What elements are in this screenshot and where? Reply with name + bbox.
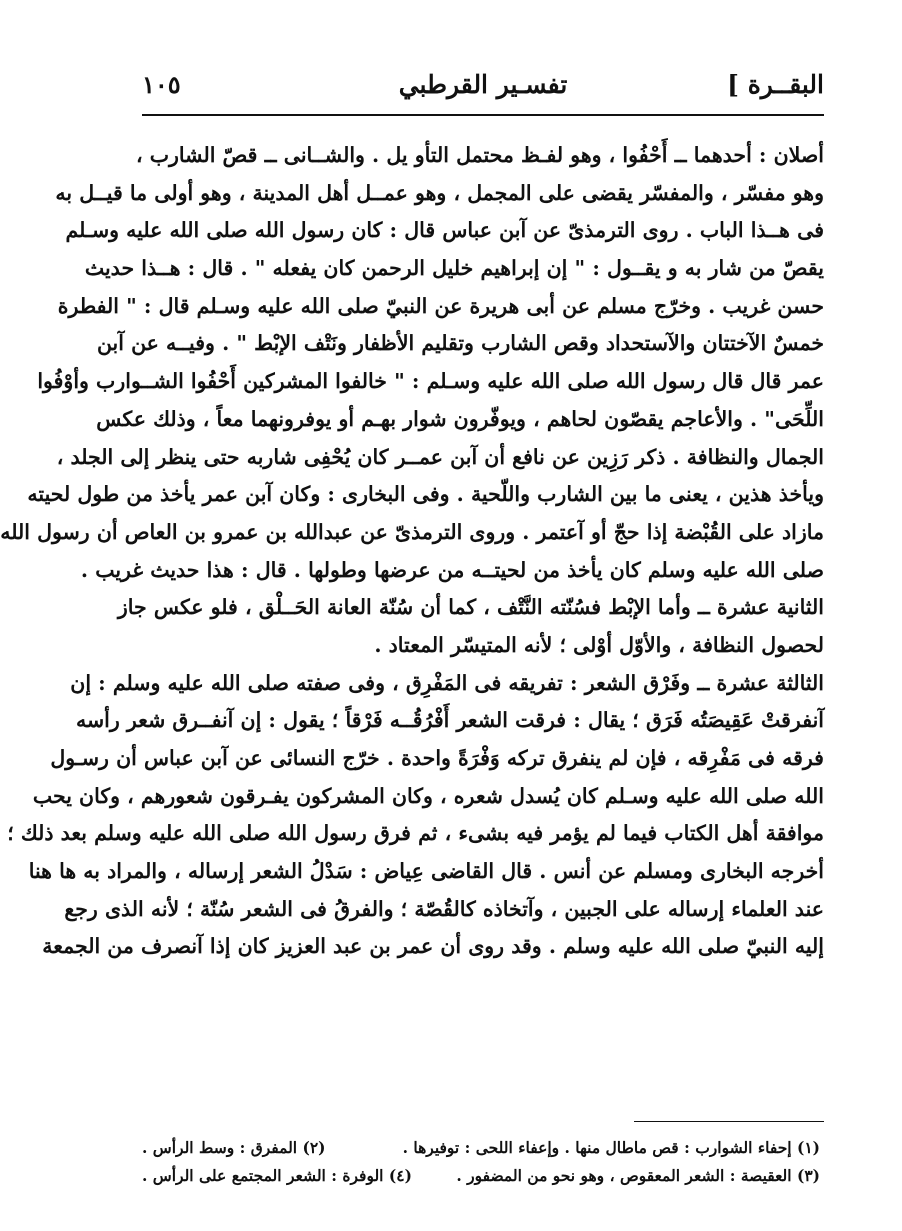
footnote-row <box>142 1134 820 1162</box>
text-line: آنفرقتْ عَقِيصَتُه فَرَق ؛ يقال : فرقت الشعر أَفْرُقُــه فَرْقاً ؛ يقول : إن آنفــرق شعر رأسه <box>75 708 824 733</box>
text-line: الثانية عشرة ــ وأما الإبْط فسُنّته النَّتْف ، كما أن سُنّة العانة الحَــلْق ، فلو عكس جاز <box>117 595 824 620</box>
text-line: أصلان : أحدهما ــ أَحْفُوا ، وهو لفـظ محتمل التأو يل . والشــانى ــ قصّ الشارب ، <box>135 143 824 167</box>
text-line: خمسٌ الآختتان والآستحداد وقص الشارب وتقليم الأظفار ونَتْف الإبْط " . وفيــه عن آبن <box>96 331 824 356</box>
book-title: تفسـير القرطبي <box>398 70 568 99</box>
footnote-rule <box>634 1121 824 1122</box>
text-line: موافقة أهل الكتاب فيما لم يؤمر فيه بشىء ، ثم فرق رسول الله صلى الله عليه وسلم بعد ذلك ؛ <box>7 821 824 846</box>
main-text <box>0 137 824 966</box>
running-header <box>142 64 824 108</box>
section-name: البقــرة ] <box>727 70 824 99</box>
text-line: يقصّ من شار به و يقــول : " إن إبراهيم خليل الرحمن كان يفعله " . قال : هــذا حديث <box>84 256 824 281</box>
text-line: حسن غريب . وخرّج مسلم عن أبى هريرة عن النبيّ صلى الله عليه وسـلم قال : " الفطرة <box>57 293 824 318</box>
text-line: مازاد على القُبْضة إذا حجّ أو آعتمر . وروى الترمذىّ عن عبدالله بن عمرو بن العاص أن رسول الله <box>0 519 824 544</box>
footnote-2: (٢) المفرق : وسط الرأس . <box>142 1138 326 1157</box>
text-line: صلى الله عليه وسلم كان يأخذ من لحيتــه من عرضها وطولها . قال : هذا حديث غريب . <box>80 557 824 582</box>
text-line: وهو مفسّر ، والمفسّر يقضى على المجمل ، وهو عمــل أهل المدينة ، وهو أولى ما قيــل به <box>55 180 824 205</box>
text-line: عند العلماء إرساله على الجبين ، وآتخاذه كالقُصّة ؛ والفرقُ فى الشعر سُنّة ؛ لأنه الذى رجع <box>64 896 824 921</box>
text-line: اللِّحَى" . والأعاجم يقصّون لحاهم ، ويوفّرون شوار بهـم أو يوفرونهما معاً ، وذلك عكس <box>96 406 824 431</box>
footnote-4: (٤) الوفرة : الشعر المجتمع على الرأس . <box>142 1166 412 1185</box>
text-line: الجمال والنظافة . ذكر رَزِين عن نافع أن آبن عمــر كان يُحْفِى شاربه حتى ينظر إلى الجلد ، <box>56 444 824 469</box>
text-line: فرقه فى مَفْرِقه ، فإن لم ينفرق تركه وَفْرَةً واحدة . خرّج النسائى عن آبن عباس أن رسـول <box>50 746 824 770</box>
footnotes <box>142 1134 820 1190</box>
text-line: الثالثة عشرة ــ وفَرْق الشعر : تفريقه فى المَفْرِق ، وفى صفته صلى الله عليه وسلم : إن <box>70 670 824 695</box>
text-line: ويأخذ هذين ، يعنى ما بين الشارب واللّحية . وفى البخارى : وكان آبن عمر يأخذ من طول لحيته <box>27 482 824 507</box>
text-line: الله صلى الله عليه وسـلم كان يُسدل شعره ، وكان المشركون يفـرقون شعورهم ، وكان يحب <box>32 783 824 808</box>
text-line: عمر قال قال رسول الله صلى الله عليه وسـلم : " خالفوا المشركين أَحْفُوا الشــوارب وأوْفُوا <box>37 369 824 394</box>
footnote-3: (٣) العقيصة : الشعر المعقوص ، وهو نحو من المضفور . <box>456 1166 820 1185</box>
text-line: لحصول النظافة ، والأوّل أوْلى ؛ لأنه المتيسّر المعتاد . <box>374 632 824 657</box>
footnote-row <box>142 1162 820 1190</box>
text-line: إليه النبيّ صلى الله عليه وسلم . وقد روى أن عمر بن عبد العزيز كان إذا آنصرف من الجمعة <box>42 934 824 959</box>
header-rule <box>142 114 824 116</box>
footnote-1: (١) إحفاء الشوارب : قص ماطال منها . وإعفاء اللحى : توفيرها . <box>402 1138 820 1157</box>
text-line: فى هــذا الباب . روى الترمذىّ عن آبن عباس قال : كان رسول الله صلى الله عليه وسـلم <box>65 218 824 243</box>
text-line: أخرجه البخارى ومسلم عن أنس . قال القاضى عِياض : سَدْلُ الشعر إرساله ، والمراد به ها هنا <box>28 859 824 884</box>
page-number: ١٠٥ <box>142 70 181 99</box>
